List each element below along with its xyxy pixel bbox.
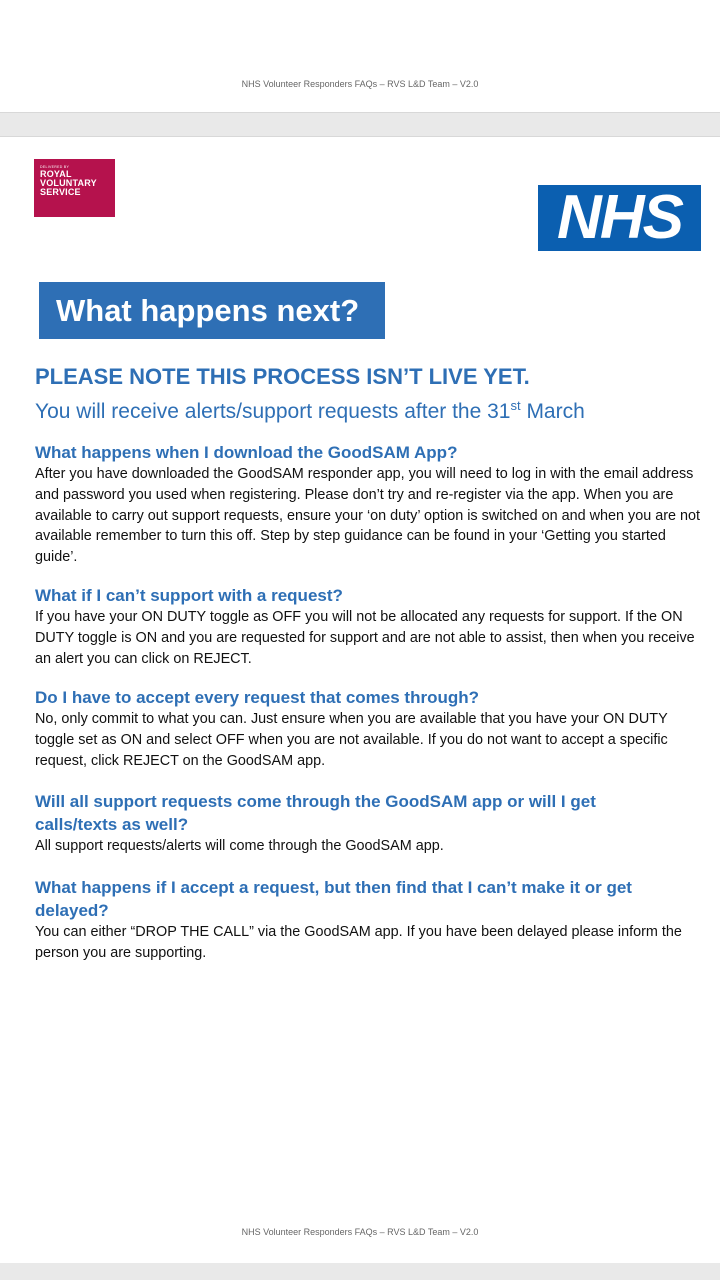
faq-item [35,686,705,771]
rvs-logo-service: SERVICE [40,187,81,197]
faq-question: Will all support requests come through the GoodSAM app or will I get calls/texts as well? [35,792,596,834]
faq-item [35,876,682,964]
notice-sub-month: March [520,400,585,423]
page-footer: NHS Volunteer Responders FAQs – RVS L&D Team – V2.0 [241,79,479,89]
notice-heading: PLEASE NOTE THIS PROCESS ISN’T LIVE YET. [35,364,530,389]
faq-question: What happens if I accept a request, but then find that I can’t make it or get delayed? [35,878,632,920]
rvs-logo-royal: ROYAL [40,169,72,179]
royal-voluntary-service-logo [34,159,115,217]
faq-answer: If you have your ON DUTY toggle as OFF you will not be allocated any requests for support. If the ON DUTY toggle is ON and you are requested for support and are not able to assist, then when you receive an alert you can click on REJECT. [35,609,695,667]
nhs-logo [538,185,701,251]
rvs-logo-tagline: DELIVERED BY [40,165,70,169]
page-footer: NHS Volunteer Responders FAQs – RVS L&D Team – V2.0 [241,1227,479,1237]
previous-page [0,0,720,113]
nhs-logo-text: NHS [557,183,682,252]
faq-answer: After you have downloaded the GoodSAM responder app, you will need to log in with the email address and password you used when registering. Please don’t try and re-register via the app. When you are available to carry out support requests, ensure your ‘on duty’ option is switched on and when you are not available remember to turn this off. Step by step guidance can be found in your ‘Getting you started guide’. [35,466,701,566]
faq-item [35,790,675,857]
notice-subheading [35,392,705,426]
faq-answer: All support requests/alerts will come through the GoodSAM app. [35,838,444,854]
document-page [0,136,720,1263]
section-banner: What happens next? [39,282,385,339]
notice-sub-text: You will receive alerts/support requests after the 31 [35,400,511,423]
faq-answer: You can either “DROP THE CALL” via the GoodSAM app. If you have been delayed please inform the person you are supporting. [35,924,682,961]
notice-sub-superscript: st [510,398,521,413]
faq-item [35,441,705,568]
faq-item [35,584,705,669]
rvs-logo-voluntary: VOLUNTARY [40,178,97,188]
faq-question: What if I can’t support with a request? [35,586,343,605]
faq-question: Do I have to accept every request that comes through? [35,688,480,707]
faq-answer: No, only commit to what you can. Just ensure when you are available that you have your ON DUTY toggle set as ON and select OFF when you are not available. If you do not want to accept a specific request, click REJECT on the GoodSAM app. [35,711,668,769]
faq-question: What happens when I download the GoodSAM App? [35,443,458,462]
